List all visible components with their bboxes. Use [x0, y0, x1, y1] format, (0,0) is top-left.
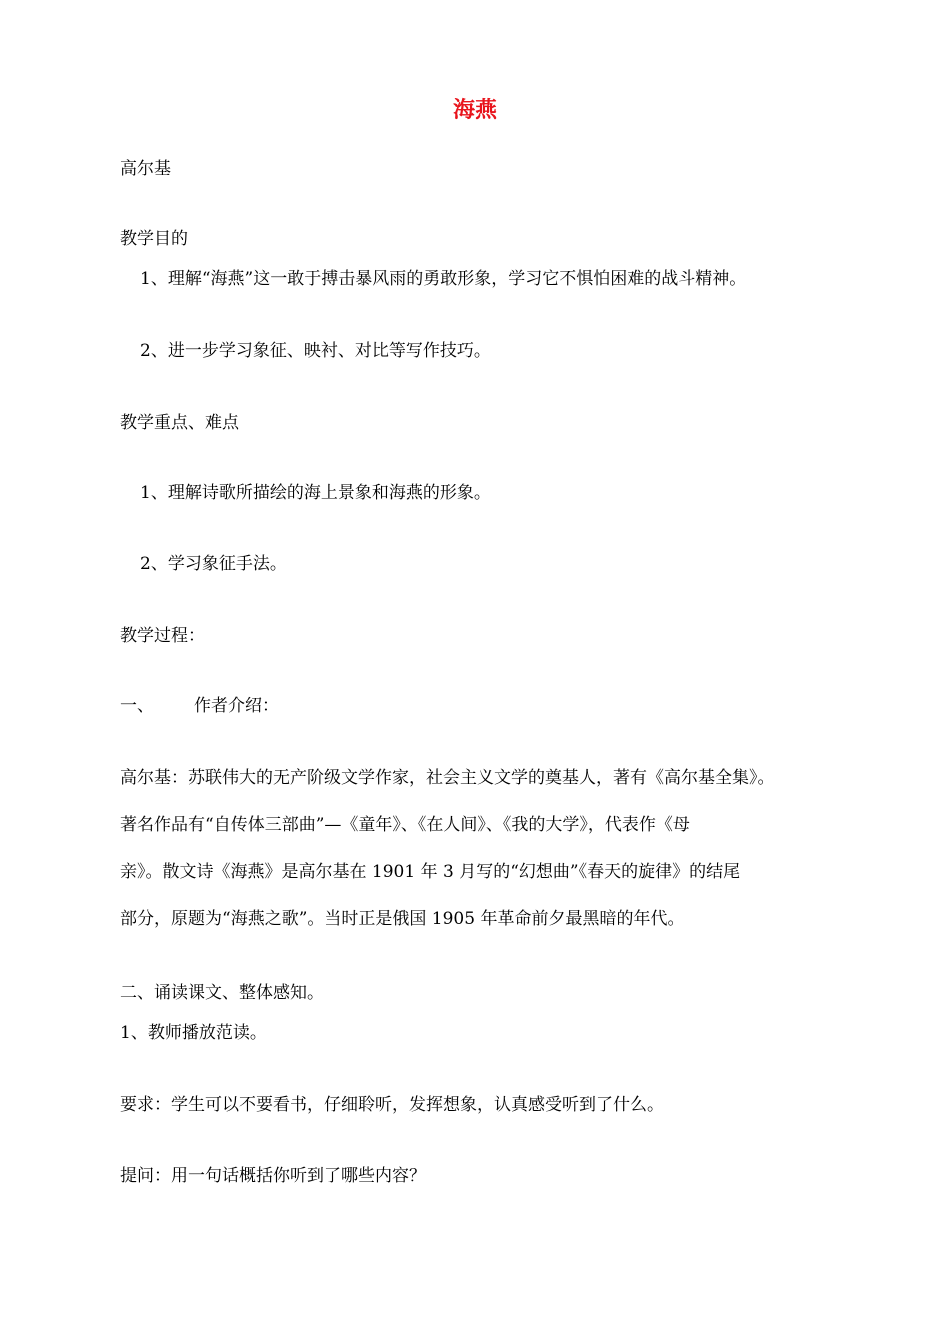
key-point-item: 1、理解诗歌所描绘的海上景象和海燕的形象。: [140, 483, 491, 503]
section1-title: 作者介绍：: [194, 696, 279, 716]
step-item: 1、教师播放范读。: [120, 1023, 267, 1043]
author-intro-line: 亲》。散文诗《海燕》是高尔基在 1901 年 3 月写的“幻想曲”《春天的旋律》的结尾: [120, 862, 741, 882]
author-name: 高尔基: [120, 159, 171, 179]
objective-item: 1、理解“海燕”这一敢于搏击暴风雨的勇敢形象，学习它不惧怕困难的战斗精神。: [140, 269, 747, 289]
section1-number: 一、: [120, 696, 154, 716]
key-point-item: 2、学习象征手法。: [140, 554, 287, 574]
question-text: 提问：用一句话概括你听到了哪些内容？: [120, 1166, 426, 1186]
objectives-heading: 教学目的: [120, 229, 188, 249]
process-heading: 教学过程：: [120, 626, 205, 646]
author-intro-line: 部分，原题为“海燕之歌”。当时正是俄国 1905 年革命前夕最黑暗的年代。: [120, 909, 685, 929]
section1-heading: [120, 695, 279, 717]
author-intro-line: 著名作品有“自传体三部曲”—《童年》、《在人间》、《我的大学》，代表作《母: [120, 815, 690, 835]
key-points-heading: 教学重点、难点: [120, 413, 239, 433]
author-intro-line: 高尔基：苏联伟大的无产阶级文学作家，社会主义文学的奠基人，著有《高尔基全集》。: [120, 768, 775, 788]
objective-item: 2、进一步学习象征、映衬、对比等写作技巧。: [140, 341, 491, 361]
section2-heading: 二、诵读课文、整体感知。: [120, 983, 324, 1003]
requirement-text: 要求：学生可以不要看书，仔细聆听，发挥想象，认真感受听到了什么。: [120, 1095, 664, 1115]
document-title: 海燕: [452, 98, 497, 123]
